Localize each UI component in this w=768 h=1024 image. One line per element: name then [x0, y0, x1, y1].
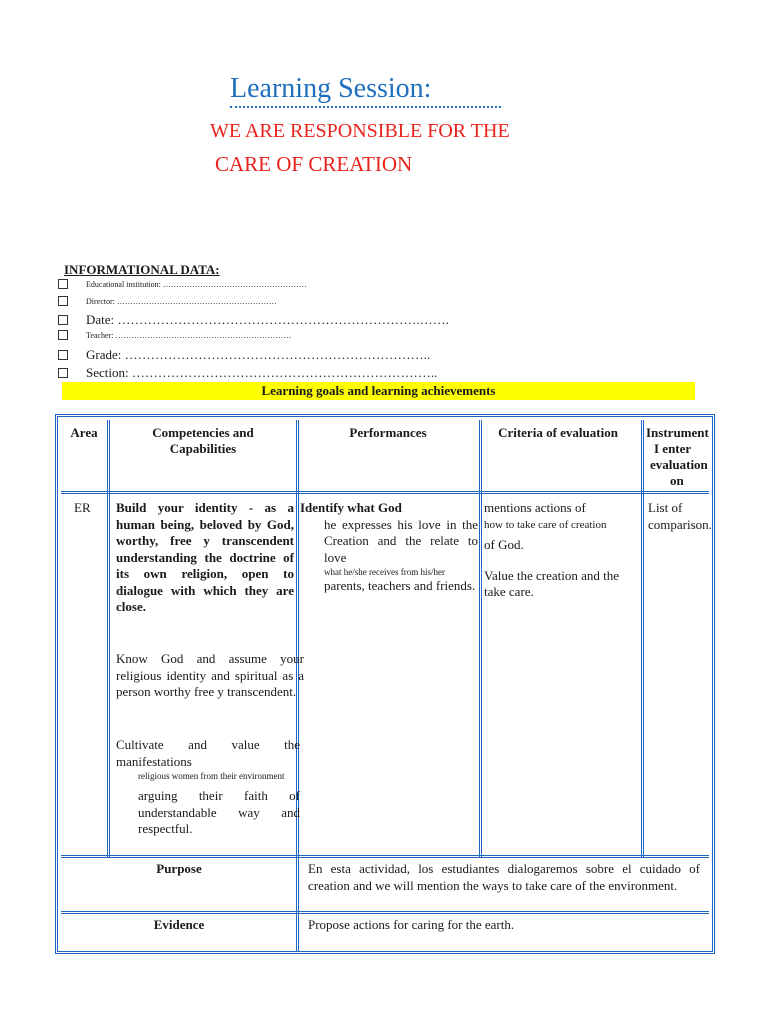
checkbox-icon [58, 330, 68, 340]
institution-field: Educational institution: ……………………………………………… [86, 279, 307, 289]
info-director-row [58, 296, 277, 306]
session-subtitle-line1: WE ARE RESPONSIBLE FOR THE [210, 120, 510, 142]
info-section-row [58, 365, 437, 381]
checkbox-icon [58, 296, 68, 306]
header-instrument [646, 425, 718, 489]
area-cell: ER [74, 500, 91, 515]
learning-goals-banner: Learning goals and learning achievements [62, 382, 695, 400]
grade-field: Grade: …………………………………………………………….. [86, 347, 431, 362]
capability-2-line-b: religious women from their environment [138, 771, 285, 781]
informational-data-heading: INFORMATIONAL DATA: [64, 262, 220, 277]
director-field: Director: …………………………………………………… [86, 296, 277, 306]
purpose-label: Purpose [156, 861, 202, 876]
capability-2-line-c: arguing their faith of understandable way and respectful. [138, 788, 300, 836]
checkbox-icon [58, 315, 68, 325]
info-teacher-row [58, 330, 291, 340]
performance-cell [300, 500, 478, 595]
performance-line-d: parents, teachers and friends. [324, 578, 476, 593]
criteria-line-d: Value the creation and the take care. [484, 567, 619, 599]
capability-2 [116, 737, 300, 838]
instrument-cell: List of comparison. [648, 500, 712, 532]
header-instrument-line: I enter [654, 441, 692, 456]
section-field: Section: …………………………………………………………….. [86, 365, 438, 380]
divider [479, 420, 482, 858]
session-subtitle-line2: CARE OF CREATION [215, 152, 413, 176]
header-instrument-line: Instrument [646, 425, 709, 440]
header-instrument-line: on [670, 473, 684, 488]
checkbox-icon [58, 368, 68, 378]
info-date-row [58, 312, 449, 328]
evidence-label: Evidence [153, 917, 205, 932]
learning-table [55, 414, 715, 954]
criteria-cell [484, 500, 642, 601]
checkbox-icon [58, 279, 68, 289]
purpose-text: En esta actividad, los estudiantes dialogaremos sobre el cuidado of creation and we will mention the ways to take care of the environment. [308, 861, 700, 893]
performance-line-b: he expresses his love in the Creation and the relate to love [324, 516, 478, 565]
performance-line-c: what he/she receives from his/her [324, 567, 445, 577]
teacher-field: Teacher: ………………………………………………………… [86, 330, 292, 340]
divider [107, 420, 110, 858]
divider [61, 911, 709, 914]
header-area: Area [70, 425, 98, 440]
performance-line-a: Identify what God [300, 500, 402, 515]
divider [641, 420, 644, 858]
header-performances: Performances [349, 425, 427, 440]
competency-main: Build your identity - as a human being, beloved by God, worthy, free y transcendent understanding the doctrine of its own religion, open to dialogue with which they are close. [116, 500, 294, 614]
criteria-line-b: how to take care of creation [484, 518, 607, 531]
criteria-line-a: mentions actions of [484, 500, 586, 515]
checkbox-icon [58, 350, 68, 360]
evidence-text: Propose actions for caring for the earth. [308, 917, 515, 932]
info-institution-row [58, 279, 307, 289]
info-grade-row [58, 347, 430, 363]
criteria-line-c: of God. [484, 537, 524, 552]
capability-1-text: Know God and assume your religious identity and spiritual as a person worthy free y transcendent. [116, 651, 304, 699]
page-title: Learning Session: [230, 72, 501, 108]
capability-1 [116, 651, 304, 701]
header-instrument-line: evaluation [650, 457, 708, 472]
capability-2-line-a: Cultivate and value the manifestations [116, 737, 300, 769]
divider [61, 491, 709, 494]
header-criteria: Criteria of evaluation [498, 425, 618, 440]
divider [61, 855, 709, 858]
header-competencies: Competencies and Capabilities [152, 425, 254, 456]
date-field: Date: …………………………………………………………….……. [86, 312, 449, 327]
